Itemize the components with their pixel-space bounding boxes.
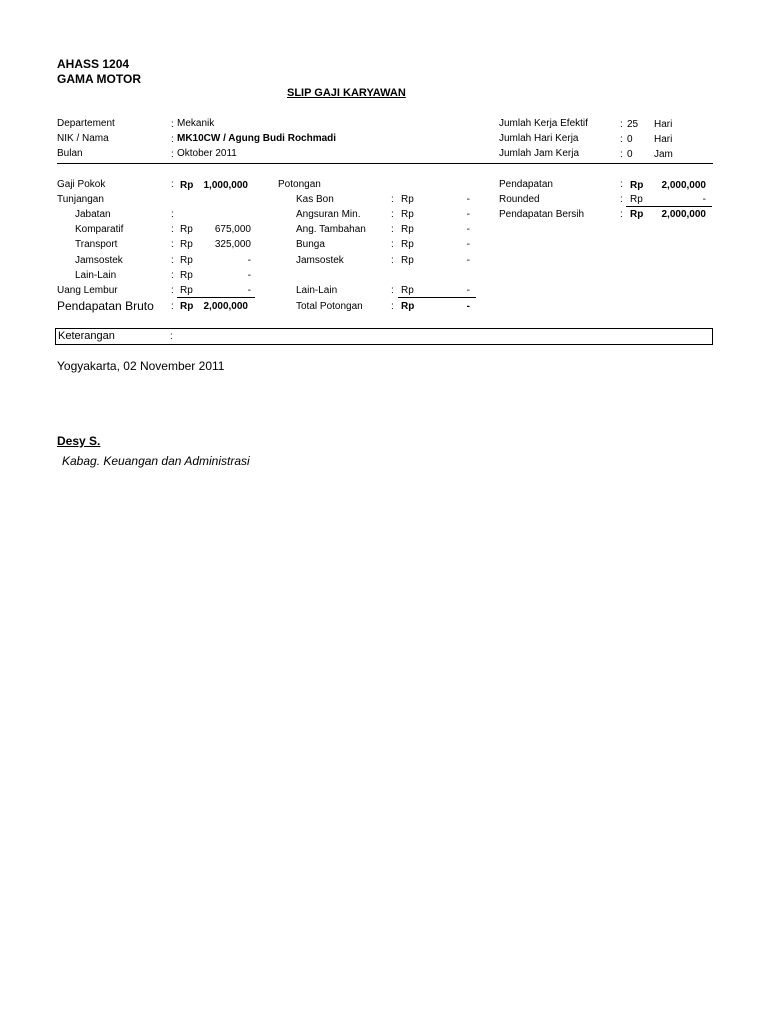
net-income-value: 2,000,000: [661, 209, 706, 220]
ang-tambahan-currency: Rp: [401, 224, 414, 235]
angsuran-currency: Rp: [401, 209, 414, 220]
work-hours-unit: Jam: [654, 149, 673, 160]
signer-title: Kabag. Keuangan dan Administrasi: [62, 454, 250, 468]
transport-colon: :: [171, 239, 174, 250]
work-hours-label: Jumlah Jam Kerja: [499, 148, 580, 159]
income-jamsostek-label: Jamsostek: [75, 255, 123, 266]
deduction-sum-line: [398, 297, 476, 298]
work-days-value: 0: [627, 134, 633, 145]
jabatan-label: Jabatan: [75, 209, 111, 220]
basic-salary-colon: :: [171, 179, 174, 190]
basic-salary-currency: Rp: [180, 180, 194, 191]
transport-label: Transport: [75, 239, 118, 250]
company-code: AHASS 1204: [57, 57, 130, 71]
notes-box: [55, 328, 713, 345]
deduction-jamsostek-colon: :: [391, 255, 394, 266]
gross-income-currency: Rp: [180, 301, 194, 312]
month-label: Bulan: [57, 148, 83, 159]
summary-sum-line: [626, 206, 712, 207]
komparatif-value: 675,000: [214, 224, 251, 235]
month-value: Oktober 2011: [177, 148, 237, 159]
deduction-jamsostek-value: -: [466, 255, 470, 266]
kasbon-colon: :: [391, 194, 394, 205]
department-label: Departement: [57, 118, 115, 129]
deduction-other-currency: Rp: [401, 285, 414, 296]
income-other-colon: :: [171, 270, 174, 281]
rounded-colon: :: [620, 194, 623, 205]
ang-tambahan-colon: :: [391, 224, 394, 235]
overtime-value: -: [247, 285, 251, 296]
income-jamsostek-value: -: [247, 255, 251, 266]
basic-salary-label: Gaji Pokok: [57, 179, 106, 190]
income-other-label: Lain-Lain: [75, 270, 117, 281]
header-separator: [57, 163, 713, 164]
total-deduction-label: Total Potongan: [296, 301, 363, 312]
deduction-other-label: Lain-Lain: [296, 285, 338, 296]
gross-income-label: Pendapatan Bruto: [57, 299, 154, 313]
net-income-label: Pendapatan Bersih: [499, 209, 585, 220]
summary-income-value: 2,000,000: [661, 180, 706, 191]
jabatan-colon: :: [171, 209, 174, 220]
total-deduction-value: -: [466, 301, 470, 312]
work-hours-value: 0: [627, 149, 633, 160]
transport-value: 325,000: [214, 239, 251, 250]
kasbon-label: Kas Bon: [296, 194, 334, 205]
allowance-label: Tunjangan: [57, 194, 104, 205]
net-income-currency: Rp: [630, 209, 644, 220]
company-name: GAMA MOTOR: [57, 72, 141, 86]
deduction-jamsostek-currency: Rp: [401, 255, 414, 266]
place-date: Yogyakarta, 02 November 2011: [57, 359, 225, 373]
overtime-label: Uang Lembur: [57, 285, 118, 296]
komparatif-colon: :: [171, 224, 174, 235]
bunga-value: -: [466, 239, 470, 250]
angsuran-value: -: [466, 209, 470, 220]
rounded-value: -: [702, 194, 706, 205]
ang-tambahan-label: Ang. Tambahan: [296, 224, 366, 235]
overtime-currency: Rp: [180, 285, 193, 296]
income-other-currency: Rp: [180, 270, 193, 281]
deduction-other-colon: :: [391, 285, 394, 296]
net-income-colon: :: [620, 209, 623, 220]
basic-salary-value: 1,000,000: [203, 180, 248, 191]
income-sum-line: [177, 297, 255, 298]
nik-colon: :: [171, 134, 174, 145]
work-days-label: Jumlah Hari Kerja: [499, 133, 579, 144]
kasbon-currency: Rp: [401, 194, 414, 205]
month-colon: :: [171, 149, 174, 160]
work-hours-colon: :: [620, 149, 623, 160]
angsuran-colon: :: [391, 209, 394, 220]
deduction-other-value: -: [466, 285, 470, 296]
income-jamsostek-currency: Rp: [180, 255, 193, 266]
effective-days-colon: :: [620, 119, 623, 130]
bunga-colon: :: [391, 239, 394, 250]
effective-days-value: 25: [627, 119, 639, 130]
rounded-currency: Rp: [630, 194, 643, 205]
ang-tambahan-value: -: [466, 224, 470, 235]
rounded-label: Rounded: [499, 194, 540, 205]
department-value: Mekanik: [177, 118, 215, 129]
bunga-currency: Rp: [401, 239, 414, 250]
notes-colon: :: [170, 331, 173, 342]
overtime-colon: :: [171, 285, 174, 296]
department-colon: :: [171, 119, 174, 130]
effective-days-label: Jumlah Kerja Efektif: [499, 118, 588, 129]
total-deduction-colon: :: [391, 301, 394, 312]
nik-label: NIK / Nama: [57, 133, 109, 144]
summary-income-label: Pendapatan: [499, 179, 553, 190]
income-other-value: -: [247, 270, 251, 281]
income-jamsostek-colon: :: [171, 255, 174, 266]
notes-label: Keterangan: [58, 330, 115, 342]
komparatif-currency: Rp: [180, 224, 193, 235]
bunga-label: Bunga: [296, 239, 325, 250]
total-deduction-currency: Rp: [401, 301, 415, 312]
gross-income-value: 2,000,000: [203, 301, 248, 312]
work-days-unit: Hari: [654, 134, 673, 145]
transport-currency: Rp: [180, 239, 193, 250]
summary-income-colon: :: [620, 179, 623, 190]
work-days-colon: :: [620, 134, 623, 145]
kasbon-value: -: [466, 194, 470, 205]
page-title: SLIP GAJI KARYAWAN: [287, 87, 406, 99]
angsuran-label: Angsuran Min.: [296, 209, 361, 220]
signer-name: Desy S.: [57, 434, 101, 448]
gross-income-colon: :: [171, 301, 174, 312]
effective-days-unit: Hari: [654, 119, 673, 130]
komparatif-label: Komparatif: [75, 224, 124, 235]
deduction-jamsostek-label: Jamsostek: [296, 255, 344, 266]
deductions-title: Potongan: [278, 179, 321, 190]
summary-income-currency: Rp: [630, 180, 644, 191]
nik-value: MK10CW / Agung Budi Rochmadi: [177, 133, 337, 144]
